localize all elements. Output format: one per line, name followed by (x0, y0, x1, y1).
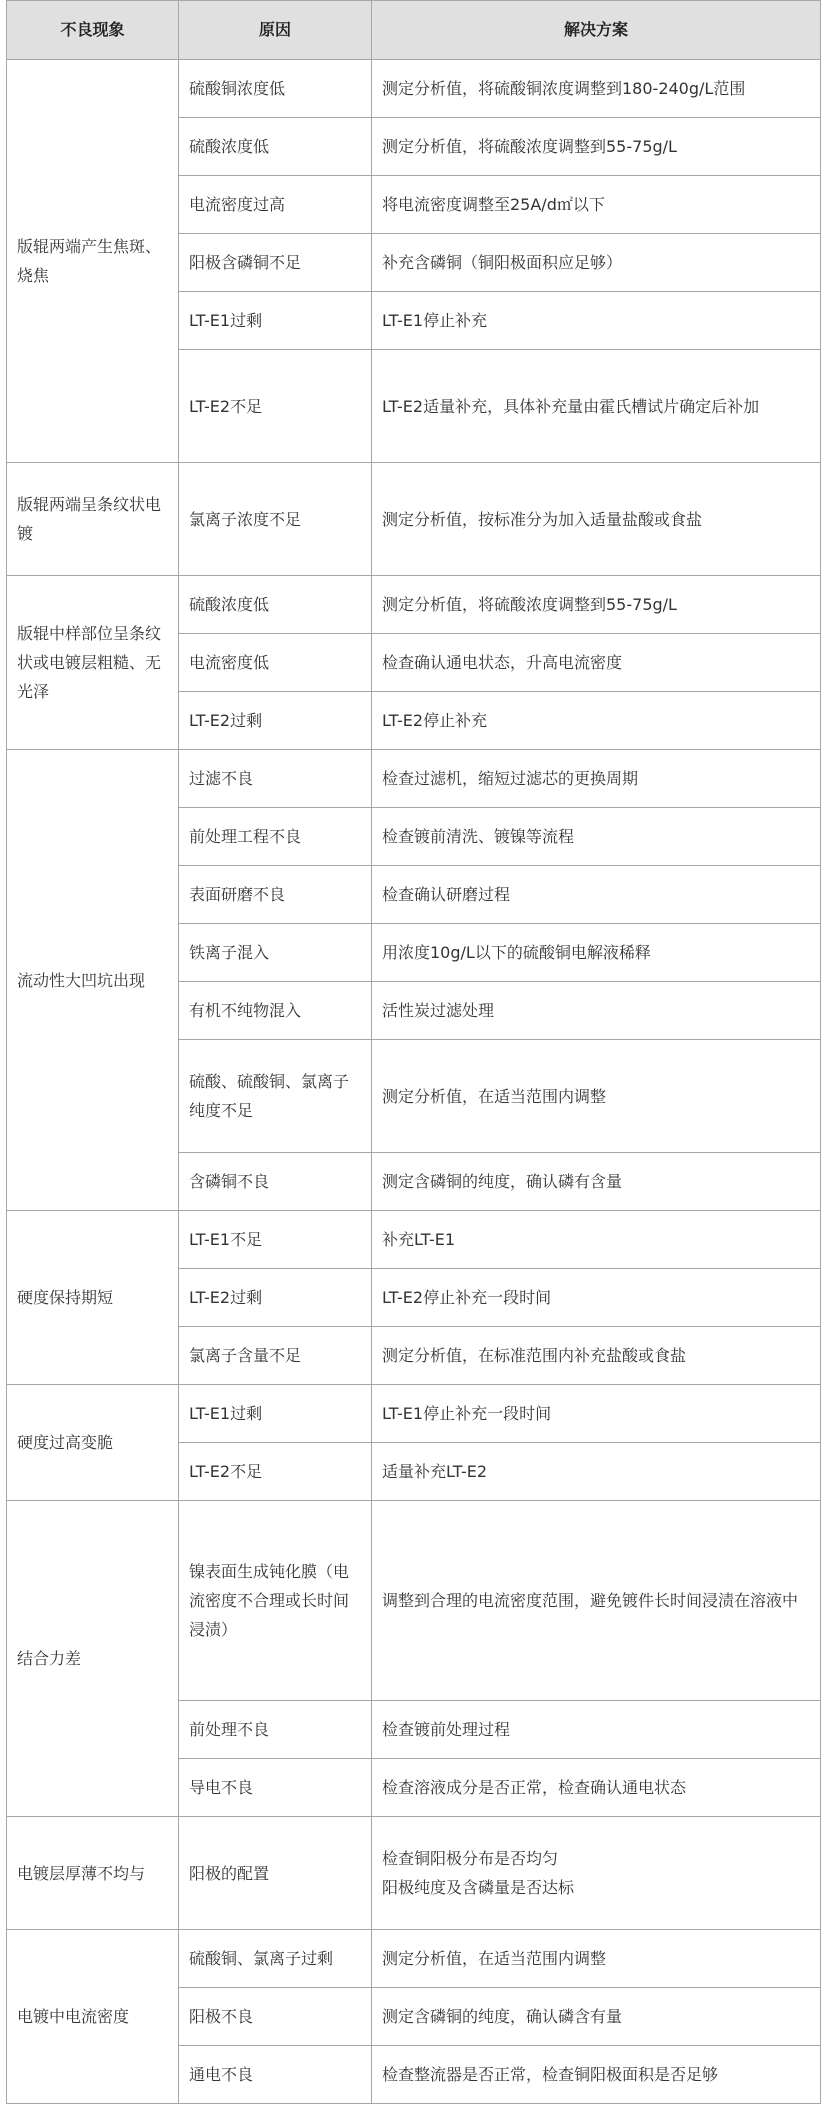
solution-cell: 检查镀前处理过程 (372, 1701, 821, 1759)
phenomenon-cell: 结合力差 (7, 1501, 179, 1817)
header-row (7, 1, 821, 60)
cause-cell: 硫酸铜、氯离子过剩 (179, 1930, 372, 1988)
cause-cell: LT-E1过剩 (179, 1385, 372, 1443)
solution-cell: 测定分析值，将硫酸铜浓度调整到180-240g/L范围 (372, 60, 821, 118)
solution-cell: LT-E2适量补充，具体补充量由霍氏槽试片确定后补加 (372, 350, 821, 463)
cause-cell: 硫酸、硫酸铜、氯离子纯度不足 (179, 1040, 372, 1153)
solution-cell: 测定含磷铜的纯度，确认磷含有量 (372, 1988, 821, 2046)
table-row (7, 1385, 821, 1443)
solution-cell: 测定分析值，按标准分为加入适量盐酸或食盐 (372, 463, 821, 576)
cause-cell: 表面研磨不良 (179, 866, 372, 924)
solution-cell: 测定分析值，在适当范围内调整 (372, 1040, 821, 1153)
cause-cell: 含磷铜不良 (179, 1153, 372, 1211)
solution-cell: 检查过滤机，缩短过滤芯的更换周期 (372, 750, 821, 808)
cause-cell: LT-E2过剩 (179, 692, 372, 750)
solution-cell: 测定分析值，将硫酸浓度调整到55-75g/L (372, 118, 821, 176)
solution-cell: 测定含磷铜的纯度，确认磷有含量 (372, 1153, 821, 1211)
cause-cell: LT-E2过剩 (179, 1269, 372, 1327)
solution-cell: 检查镀前清洗、镀镍等流程 (372, 808, 821, 866)
solution-cell: LT-E2停止补充一段时间 (372, 1269, 821, 1327)
cause-cell: 硫酸浓度低 (179, 118, 372, 176)
table-row (7, 750, 821, 808)
cause-cell: 铁离子混入 (179, 924, 372, 982)
table-row (7, 463, 821, 576)
cause-cell: 阳极含磷铜不足 (179, 234, 372, 292)
cause-cell: 前处理工程不良 (179, 808, 372, 866)
phenomenon-cell: 版辊两端产生焦斑、烧焦 (7, 60, 179, 463)
cause-cell: 硫酸浓度低 (179, 576, 372, 634)
header-phenomenon: 不良现象 (7, 1, 179, 60)
solution-cell: 测定分析值，在适当范围内调整 (372, 1930, 821, 1988)
cause-cell: 硫酸铜浓度低 (179, 60, 372, 118)
phenomenon-cell: 电镀层厚薄不均与 (7, 1817, 179, 1930)
cause-cell: LT-E2不足 (179, 350, 372, 463)
solution-cell: 用浓度10g/L以下的硫酸铜电解液稀释 (372, 924, 821, 982)
table-body (7, 60, 821, 2104)
solution-cell: 补充含磷铜（铜阳极面积应足够） (372, 234, 821, 292)
table-row (7, 1930, 821, 1988)
cause-cell: 电流密度低 (179, 634, 372, 692)
phenomenon-cell: 流动性大凹坑出现 (7, 750, 179, 1211)
solution-cell: 测定分析值，将硫酸浓度调整到55-75g/L (372, 576, 821, 634)
solution-cell: 检查确认研磨过程 (372, 866, 821, 924)
table-row (7, 1817, 821, 1930)
cause-cell: LT-E1过剩 (179, 292, 372, 350)
cause-cell: 阳极不良 (179, 1988, 372, 2046)
cause-cell: 有机不纯物混入 (179, 982, 372, 1040)
table-row (7, 1501, 821, 1701)
cause-cell: 氯离子浓度不足 (179, 463, 372, 576)
cause-cell: 导电不良 (179, 1759, 372, 1817)
solution-cell: 测定分析值，在标准范围内补充盐酸或食盐 (372, 1327, 821, 1385)
phenomenon-cell: 版辊中样部位呈条纹状或电镀层粗糙、无光泽 (7, 576, 179, 750)
phenomenon-cell: 版辊两端呈条纹状电镀 (7, 463, 179, 576)
solution-cell: LT-E2停止补充 (372, 692, 821, 750)
header-solution: 解决方案 (372, 1, 821, 60)
cause-cell: 电流密度过高 (179, 176, 372, 234)
solution-cell: 检查确认通电状态，升高电流密度 (372, 634, 821, 692)
cause-cell: 镍表面生成钝化膜（电流密度不合理或长时间浸渍） (179, 1501, 372, 1701)
cause-cell: LT-E2不足 (179, 1443, 372, 1501)
solution-cell: 补充LT-E1 (372, 1211, 821, 1269)
solution-cell: 检查铜阳极分布是否均匀 阳极纯度及含磷量是否达标 (372, 1817, 821, 1930)
solution-cell: LT-E1停止补充一段时间 (372, 1385, 821, 1443)
solution-cell: 检查整流器是否正常，检查铜阳极面积是否足够 (372, 2046, 821, 2104)
cause-cell: 过滤不良 (179, 750, 372, 808)
solution-cell: 检查溶液成分是否正常，检查确认通电状态 (372, 1759, 821, 1817)
table-row (7, 576, 821, 634)
cause-cell: 氯离子含量不足 (179, 1327, 372, 1385)
solution-cell: LT-E1停止补充 (372, 292, 821, 350)
cause-cell: 阳极的配置 (179, 1817, 372, 1930)
cause-cell: 通电不良 (179, 2046, 372, 2104)
defect-table (6, 0, 821, 2104)
solution-cell: 适量补充LT-E2 (372, 1443, 821, 1501)
phenomenon-cell: 硬度保持期短 (7, 1211, 179, 1385)
solution-cell: 活性炭过滤处理 (372, 982, 821, 1040)
header-cause: 原因 (179, 1, 372, 60)
phenomenon-cell: 电镀中电流密度 (7, 1930, 179, 2104)
table-row (7, 1211, 821, 1269)
phenomenon-cell: 硬度过高变脆 (7, 1385, 179, 1501)
cause-cell: LT-E1不足 (179, 1211, 372, 1269)
cause-cell: 前处理不良 (179, 1701, 372, 1759)
table-row (7, 60, 821, 118)
solution-cell: 将电流密度调整至25A/d㎡以下 (372, 176, 821, 234)
solution-cell: 调整到合理的电流密度范围，避免镀件长时间浸渍在溶液中 (372, 1501, 821, 1701)
